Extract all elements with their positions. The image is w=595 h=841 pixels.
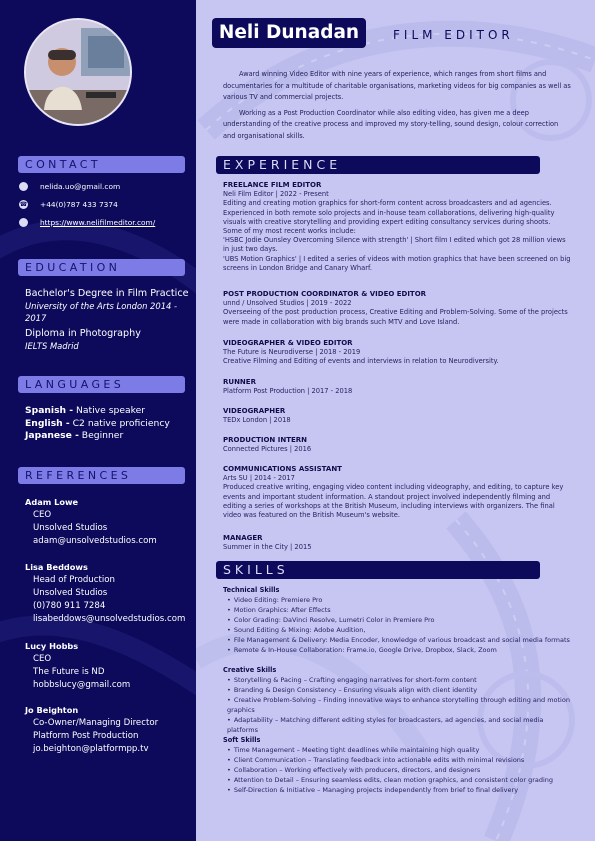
job-entry-desc: Connected Pictures | 2016 bbox=[223, 445, 312, 454]
reference-email[interactable]: jo.beighton@platformpp.tv bbox=[33, 744, 149, 754]
reference-item bbox=[25, 640, 130, 692]
job-entry bbox=[223, 436, 573, 454]
education-title: Bachelor's Degree in Film Practice bbox=[25, 288, 189, 299]
reference-line: Head of Production bbox=[33, 575, 115, 585]
skill-item: • Remote & In-House Collaboration: Frame.io, Google Drive, Dropbox, Slack, Zoom bbox=[227, 645, 573, 655]
reference-name: Lucy Hobbs bbox=[25, 641, 79, 651]
skill-group bbox=[223, 735, 573, 795]
job-entry bbox=[223, 181, 573, 273]
experience-heading: EXPERIENCE bbox=[216, 156, 540, 174]
languages-heading: LANGUAGES bbox=[18, 376, 185, 393]
email-icon bbox=[19, 182, 28, 191]
reference-line: Unsolved Studios bbox=[33, 588, 108, 598]
job-entry bbox=[223, 465, 573, 520]
job-entry-desc: Arts SU | 2014 - 2017 Produced creative writing, engaging video content including videography, and editing, to capture key events and important student information. A standout project involved independently filming and editing a series of workshops at the British Museum, including interviews with organizers. The final video was featured on the British Museum's website. bbox=[223, 474, 564, 520]
job-entry-title: POST PRODUCTION COORDINATOR & VIDEO EDITOR bbox=[223, 290, 427, 298]
globe-icon bbox=[19, 218, 28, 227]
language-level: C2 native proficiency bbox=[69, 417, 170, 429]
language-level: Native speaker bbox=[73, 405, 146, 416]
reference-item bbox=[25, 561, 185, 626]
job-entry-desc: TEDx London | 2018 bbox=[223, 416, 291, 425]
skill-item: • Collaboration – Working effectively with producers, directors, and designers bbox=[227, 765, 573, 775]
job-entry-title: FREELANCE FILM EDITOR bbox=[223, 181, 322, 189]
skill-item: • Self-Direction & Initiative – Managing projects independently from brief to final delivery bbox=[227, 785, 573, 795]
skill-item: • Sound Editing & Mixing: Adobe Audition, bbox=[227, 625, 573, 635]
skill-item: • Color Grading: DaVinci Resolve, Lumetri Color in Premiere Pro bbox=[227, 615, 573, 625]
skill-item: • Storytelling & Pacing – Crafting engaging narratives for short-form content bbox=[227, 675, 573, 685]
education-item bbox=[25, 328, 141, 352]
language-level: Beginner bbox=[78, 430, 124, 441]
reference-line: The Future is ND bbox=[33, 667, 105, 677]
reference-line: Unsolved Studios bbox=[33, 523, 108, 533]
job-entry-desc: The Future is Neurodiverse | 2018 - 2019 Creative Filming and Editing of events and interviews in relation to Neurodiversity. bbox=[223, 348, 499, 366]
job-entry-desc: Platform Post Production | 2017 - 2018 bbox=[223, 387, 353, 396]
education-title: Diploma in Photography bbox=[25, 328, 141, 339]
languages-list bbox=[25, 405, 170, 443]
website-link[interactable]: https://www.nelifilmeditor.com/ bbox=[40, 218, 156, 227]
education-item bbox=[25, 288, 196, 324]
phone-text[interactable]: +44(0)787 433 7374 bbox=[40, 200, 118, 209]
language-item bbox=[25, 418, 170, 431]
skill-group-title: Soft Skills bbox=[223, 736, 261, 744]
contact-heading: CONTACT bbox=[18, 156, 185, 173]
intro-summary bbox=[223, 69, 571, 142]
job-entry-title: RUNNER bbox=[223, 378, 256, 386]
job-title: FILM EDITOR bbox=[393, 28, 514, 42]
name-banner: Neli Dunadan bbox=[212, 18, 366, 48]
job-entry bbox=[223, 290, 573, 327]
job-entry-title: COMMUNICATIONS ASSISTANT bbox=[223, 465, 342, 473]
reference-name: Lisa Beddows bbox=[25, 562, 88, 572]
job-entry bbox=[223, 407, 573, 425]
skill-item: • Branding & Design Consistency – Ensuring visuals align with client identity bbox=[227, 685, 573, 695]
reference-name: Adam Lowe bbox=[25, 497, 79, 507]
references-heading: REFERENCES bbox=[18, 467, 185, 484]
job-entry bbox=[223, 339, 573, 367]
job-entry-desc: unnd / Unsolved Studios | 2019 - 2022 Overseeing of the post production process, Creative Editing and Problem-Solving. Some of the projects were made in collaboration with big brands such MTV and Love Island. bbox=[223, 299, 568, 326]
contact-phone bbox=[19, 200, 118, 209]
email-text[interactable]: nelida.uo@gmail.com bbox=[40, 182, 121, 191]
intro-paragraph: Award winning Video Editor with nine years of experience, which ranges from short films and documentaries for a multitude of charitable organisations, marketing videos for big companies as well as various TV and commercial projects. bbox=[223, 70, 571, 101]
skill-item: • Time Management – Meeting tight deadlines while maintaining high quality bbox=[227, 745, 573, 755]
reference-line: CEO bbox=[33, 510, 52, 520]
skill-group-title: Technical Skills bbox=[223, 586, 280, 594]
skill-item: • Creative Problem-Solving – Finding innovative ways to enhance storytelling through editing and motion graphics bbox=[227, 695, 573, 715]
language-name: Japanese - bbox=[25, 430, 79, 441]
job-entry-title: PRODUCTION INTERN bbox=[223, 436, 307, 444]
skills-heading: SKILLS bbox=[216, 561, 540, 579]
skill-group bbox=[223, 665, 573, 735]
skill-group bbox=[223, 585, 573, 655]
skill-group-title: Creative Skills bbox=[223, 666, 277, 674]
reference-email[interactable]: hobbslucy@gmail.com bbox=[33, 680, 131, 690]
profile-photo bbox=[24, 18, 132, 126]
contact-website bbox=[19, 218, 155, 227]
skill-item: • File Management & Delivery: Media Encoder, knowledge of various broadcast and social media formats bbox=[227, 635, 573, 645]
reference-item bbox=[25, 704, 158, 756]
reference-line: Co-Owner/Managing Director bbox=[33, 718, 159, 728]
reference-line: CEO bbox=[33, 654, 52, 664]
reference-item bbox=[25, 496, 157, 548]
contact-email bbox=[19, 182, 120, 191]
skill-item: • Motion Graphics: After Effects bbox=[227, 605, 573, 615]
skill-item: • Attention to Detail – Ensuring seamless edits, clean motion graphics, and consistent color grading bbox=[227, 775, 573, 785]
skill-item: • Video Editing: Premiere Pro bbox=[227, 595, 573, 605]
education-heading: EDUCATION bbox=[18, 259, 185, 276]
job-entry-title: VIDEOGRAPHER & VIDEO EDITOR bbox=[223, 339, 353, 347]
sidebar bbox=[0, 0, 196, 841]
job-entry-title: MANAGER bbox=[223, 534, 263, 542]
education-sub: University of the Arts London 2014 - 2017 bbox=[25, 301, 178, 323]
reference-phone[interactable]: (0)780 911 7284 bbox=[33, 601, 106, 611]
skill-list bbox=[223, 675, 573, 735]
language-name: Spanish - bbox=[25, 405, 74, 416]
reference-email[interactable]: adam@unsolvedstudios.com bbox=[33, 536, 157, 546]
skill-item: • Client Communication – Translating feedback into actionable edits with minimal revisions bbox=[227, 755, 573, 765]
intro-paragraph: Working as a Post Production Coordinator while also editing video, has given me a deep understanding of the creative process and improved my story-telling, sound design, colour correction and organisational skills. bbox=[223, 108, 559, 140]
job-entry bbox=[223, 378, 573, 396]
education-sub: IELTS Madrid bbox=[25, 341, 79, 351]
language-item bbox=[25, 430, 170, 443]
reference-email[interactable]: lisabeddows@unsolvedstudios.com bbox=[33, 614, 186, 624]
reference-name: Jo Beighton bbox=[25, 705, 79, 715]
skill-item: • Adaptability – Matching different editing styles for broadcasters, ad agencies, and social media platforms bbox=[227, 715, 573, 735]
skill-list bbox=[223, 595, 573, 655]
language-name: English - bbox=[25, 417, 70, 429]
job-entry-desc: Summer in the City | 2015 bbox=[223, 543, 312, 552]
skill-list bbox=[223, 745, 573, 795]
reference-line: Platform Post Production bbox=[33, 731, 139, 741]
language-item bbox=[25, 405, 170, 418]
job-entry bbox=[223, 534, 573, 552]
phone-icon: ☎ bbox=[19, 201, 28, 208]
job-entry-desc: Neli Film Editor | 2022 - Present Editing and creating motion graphics for short-form content across broadcasters and ad agencies. Experienced in both remote solo projects and in-house team collaborations, delivering high-quality visuals with creative storytelling and providing expert editing consultancy services during shoots. Some of my most recent works include: 'HSBC Jodie Ounsley Overcoming Silence with strength' | Short film I edited which got 28 million views in just two days. 'UBS Motion Graphics' | I edited a series of videos with motion graphics that have been screened on big screens in London Bridge and Canary Wharf. bbox=[223, 190, 571, 272]
job-entry-title: VIDEOGRAPHER bbox=[223, 407, 286, 415]
